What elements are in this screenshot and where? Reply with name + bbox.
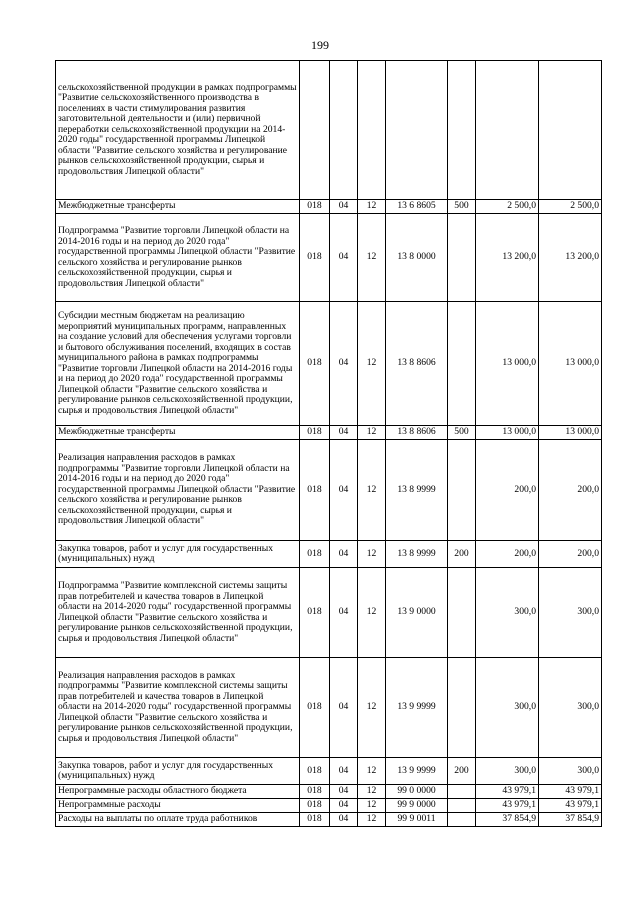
- table-row: [56, 214, 602, 302]
- cell-pr: 12: [358, 785, 386, 799]
- cell-name: Межбюджетные трансферты: [56, 200, 300, 214]
- cell-pr: 12: [358, 426, 386, 440]
- cell-sum-2: 200,0: [539, 541, 602, 568]
- cell-ved: [300, 61, 330, 200]
- cell-cs: 13 6 8605: [386, 200, 448, 214]
- cell-vr: [448, 799, 476, 813]
- cell-vr: [448, 658, 476, 758]
- cell-rz: 04: [330, 758, 358, 785]
- cell-ved: 018: [300, 426, 330, 440]
- table-row: [56, 813, 602, 827]
- cell-sum-2: 2 500,0: [539, 200, 602, 214]
- table-row: [56, 568, 602, 658]
- cell-rz: 04: [330, 214, 358, 302]
- table-row: [56, 61, 602, 200]
- table-row: [56, 799, 602, 813]
- cell-rz: 04: [330, 813, 358, 827]
- cell-vr: 500: [448, 426, 476, 440]
- cell-vr: 500: [448, 200, 476, 214]
- cell-pr: 12: [358, 200, 386, 214]
- cell-pr: 12: [358, 758, 386, 785]
- cell-sum-1: 13 000,0: [476, 426, 539, 440]
- cell-ved: 018: [300, 658, 330, 758]
- cell-sum-2: 200,0: [539, 440, 602, 541]
- cell-ved: 018: [300, 302, 330, 426]
- cell-rz: 04: [330, 302, 358, 426]
- cell-vr: 200: [448, 758, 476, 785]
- cell-cs: 13 8 0000: [386, 214, 448, 302]
- cell-sum-1: [476, 61, 539, 200]
- cell-name: Субсидии местным бюджетам на реализацию мероприятий муниципальных программ, направленных на создание условий для обеспечения услугами торговли и бытового обслуживания поселений, входящих в состав муниципального района в рамках подпрограммы "Развитие торговли Липецкой области на 2014-2016 годы и на период до 2020 года" государственной программы Липецкой области "Развитие сельского хозяйства и регулирование рынков сельскохозяйственной продукции, сырья и продовольствия Липецкой области": [56, 302, 300, 426]
- page-number: 199: [311, 38, 329, 52]
- cell-ved: 018: [300, 785, 330, 799]
- cell-pr: 12: [358, 799, 386, 813]
- cell-sum-2: 300,0: [539, 568, 602, 658]
- cell-sum-1: 300,0: [476, 658, 539, 758]
- cell-pr: 12: [358, 440, 386, 541]
- table-row: [56, 758, 602, 785]
- cell-rz: 04: [330, 541, 358, 568]
- cell-sum-1: 37 854,9: [476, 813, 539, 827]
- cell-rz: 04: [330, 785, 358, 799]
- cell-cs: 13 8 9999: [386, 440, 448, 541]
- cell-sum-2: 13 000,0: [539, 302, 602, 426]
- cell-name: Реализация направления расходов в рамках подпрограммы "Развитие комплексной системы защиты прав потребителей и качества товаров в Липецкой области на 2014-2020 годы" государственной программы Липецкой области "Развитие сельского хозяйства и регулирование рынков сельскохозяйственной продукции, сырья и продовольствия Липецкой области": [56, 658, 300, 758]
- cell-pr: 12: [358, 568, 386, 658]
- table-row: [56, 658, 602, 758]
- cell-cs: 13 9 9999: [386, 658, 448, 758]
- cell-pr: 12: [358, 214, 386, 302]
- budget-table: [55, 60, 602, 827]
- cell-rz: [330, 61, 358, 200]
- cell-name: Непрограммные расходы: [56, 799, 300, 813]
- table-row: [56, 785, 602, 799]
- cell-sum-1: 2 500,0: [476, 200, 539, 214]
- cell-ved: 018: [300, 200, 330, 214]
- cell-ved: 018: [300, 813, 330, 827]
- cell-sum-2: 13 200,0: [539, 214, 602, 302]
- cell-vr: [448, 785, 476, 799]
- cell-vr: [448, 302, 476, 426]
- cell-rz: 04: [330, 658, 358, 758]
- cell-sum-2: [539, 61, 602, 200]
- table-row: [56, 200, 602, 214]
- cell-sum-1: 43 979,1: [476, 799, 539, 813]
- cell-sum-2: 37 854,9: [539, 813, 602, 827]
- cell-pr: 12: [358, 813, 386, 827]
- cell-ved: 018: [300, 758, 330, 785]
- cell-vr: [448, 813, 476, 827]
- cell-name: Подпрограмма "Развитие комплексной системы защиты прав потребителей и качества товаров в Липецкой области на 2014-2020 годы" государственной программы Липецкой области "Развитие сельского хозяйства и регулирование рынков сельскохозяйственной продукции, сырья и продовольствия Липецкой области": [56, 568, 300, 658]
- cell-rz: 04: [330, 799, 358, 813]
- cell-cs: 13 9 9999: [386, 758, 448, 785]
- cell-name: Расходы на выплаты по оплате труда работников: [56, 813, 300, 827]
- cell-sum-2: 13 000,0: [539, 426, 602, 440]
- cell-vr: 200: [448, 541, 476, 568]
- cell-sum-1: 13 000,0: [476, 302, 539, 426]
- cell-pr: 12: [358, 541, 386, 568]
- cell-rz: 04: [330, 440, 358, 541]
- cell-pr: [358, 61, 386, 200]
- table-row: [56, 541, 602, 568]
- cell-vr: [448, 568, 476, 658]
- cell-sum-1: 300,0: [476, 758, 539, 785]
- cell-pr: 12: [358, 658, 386, 758]
- cell-ved: 018: [300, 214, 330, 302]
- cell-cs: 13 8 9999: [386, 541, 448, 568]
- cell-ved: 018: [300, 440, 330, 541]
- cell-cs: 99 9 0011: [386, 813, 448, 827]
- cell-rz: 04: [330, 200, 358, 214]
- cell-name: Непрограммные расходы областного бюджета: [56, 785, 300, 799]
- cell-sum-1: 300,0: [476, 568, 539, 658]
- cell-sum-2: 300,0: [539, 758, 602, 785]
- cell-name: Подпрограмма "Развитие торговли Липецкой области на 2014-2016 годы и на период до 2020 года" государственной программы Липецкой области "Развитие сельского хозяйства и регулирование рынков сельскохозяйственной продукции, сырья и продовольствия Липецкой области": [56, 214, 300, 302]
- cell-sum-2: 43 979,1: [539, 785, 602, 799]
- cell-name: Закупка товаров, работ и услуг для государственных (муниципальных) нужд: [56, 758, 300, 785]
- cell-vr: [448, 440, 476, 541]
- cell-cs: 13 8 8606: [386, 302, 448, 426]
- cell-cs: 13 8 8606: [386, 426, 448, 440]
- cell-ved: 018: [300, 799, 330, 813]
- cell-sum-1: 200,0: [476, 541, 539, 568]
- cell-vr: [448, 61, 476, 200]
- cell-rz: 04: [330, 568, 358, 658]
- cell-cs: 13 9 0000: [386, 568, 448, 658]
- cell-name: сельскохозяйственной продукции в рамках подпрограммы "Развитие сельскохозяйственного производства в поселениях в части стимулирования развития заготовительной деятельности и (или) первичной переработки сельскохозяйственной продукции на 2014-2020 годы" государственной программы Липецкой области "Развитие сельского хозяйства и регулирование рынков сельскохозяйственной продукции, сырья и продовольствия Липецкой области": [56, 61, 300, 200]
- cell-sum-1: 200,0: [476, 440, 539, 541]
- cell-vr: [448, 214, 476, 302]
- cell-cs: 99 0 0000: [386, 785, 448, 799]
- table-row: [56, 302, 602, 426]
- cell-sum-1: 13 200,0: [476, 214, 539, 302]
- cell-name: Реализация направления расходов в рамках подпрограммы "Развитие торговли Липецкой области на 2014-2016 годы и на период до 2020 года" государственной программы Липецкой области "Развитие сельского хозяйства и регулирование рынков сельскохозяйственной продукции, сырья и продовольствия Липецкой области": [56, 440, 300, 541]
- cell-sum-2: 43 979,1: [539, 799, 602, 813]
- cell-rz: 04: [330, 426, 358, 440]
- table-row: [56, 426, 602, 440]
- table-row: [56, 440, 602, 541]
- cell-ved: 018: [300, 568, 330, 658]
- cell-sum-2: 300,0: [539, 658, 602, 758]
- budget-table-body: [56, 61, 602, 827]
- cell-cs: 99 9 0000: [386, 799, 448, 813]
- cell-cs: [386, 61, 448, 200]
- cell-pr: 12: [358, 302, 386, 426]
- cell-name: Межбюджетные трансферты: [56, 426, 300, 440]
- cell-name: Закупка товаров, работ и услуг для государственных (муниципальных) нужд: [56, 541, 300, 568]
- cell-ved: 018: [300, 541, 330, 568]
- cell-sum-1: 43 979,1: [476, 785, 539, 799]
